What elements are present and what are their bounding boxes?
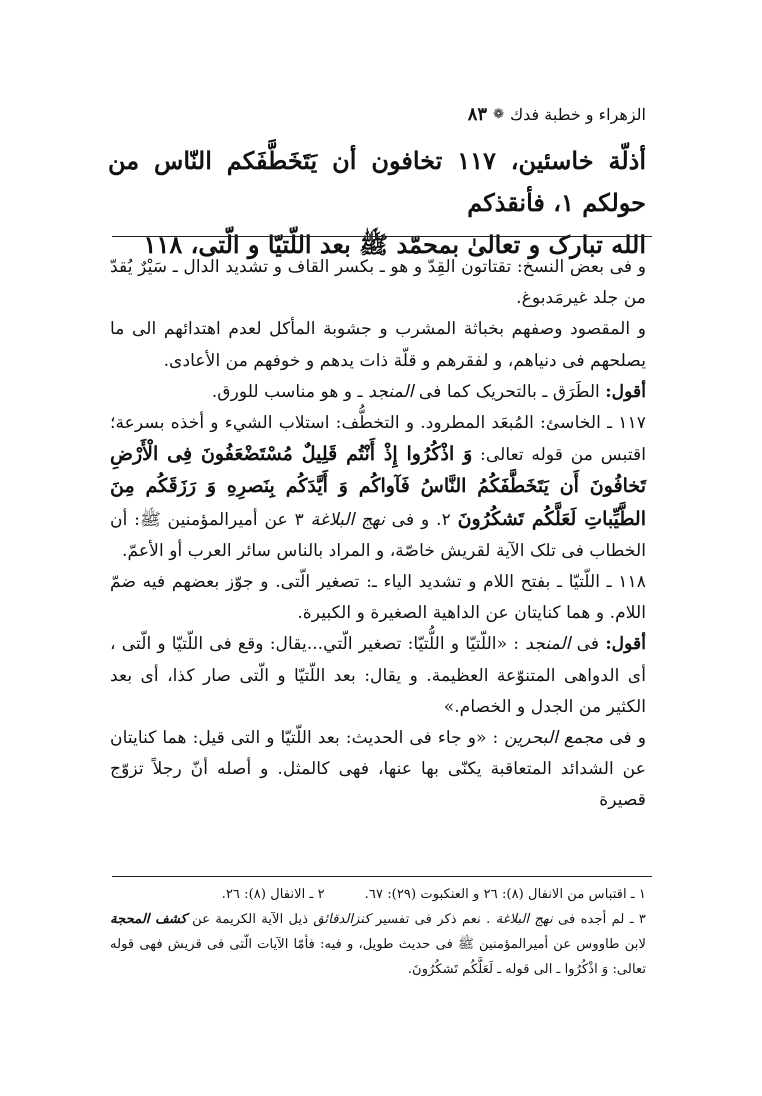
section-divider bbox=[112, 236, 652, 237]
footnote-text: . نعم ذكر فى تفسير bbox=[375, 912, 491, 927]
footnote-row bbox=[110, 882, 646, 907]
footnote-2: ٢ ـ الانفال (٨): ٢٦. bbox=[221, 887, 325, 902]
commentary-text: ٢. و فى bbox=[391, 509, 451, 530]
source-title: المنجد bbox=[525, 634, 571, 655]
source-title: نهج البلاغة bbox=[310, 509, 385, 530]
sermon-line: أذلّة خاسئين، ١١٧ تخافون أن يَتَخَطَّفَكم النّاس من حولكم ١، فأنقذكم bbox=[108, 146, 646, 217]
commentary-text: : «و جاء فى الحديث: بعد اللّتيّا و التى قيل: هما كنايتان عن الشدائد المتعاقبة يكنّى بها عنها، فهى كالمثل. و أصله أنّ رجلاً تزوّج قصيرة bbox=[110, 728, 646, 811]
commentary-text: و فى bbox=[609, 728, 646, 749]
commentary-text: الطَرَق ـ بالتحريک كما فى bbox=[418, 381, 600, 402]
source-title: المنجد bbox=[368, 381, 414, 402]
source-title: كنزالدقائق bbox=[313, 912, 371, 927]
commentary-paragraph bbox=[110, 408, 646, 567]
commentary-paragraph: ١١٨ ـ اللّتيّا ـ بفتح اللام و تشديد الياء ـ: تصغير الّتى. و جوّز بعضهم فيه ضمّ اللام. و هما كنايتان عن الداهية الصغيرة و الكبيرة. bbox=[110, 572, 646, 624]
source-title: مجمع البحرين bbox=[504, 728, 604, 749]
sermon-line: الله تبارک و تعالىٰ بمحمّد ﷺ بعد اللّتيّا و الّتى، ١١٨ bbox=[143, 230, 646, 259]
source-title: كشف المحجة bbox=[110, 912, 187, 927]
book-title: الزهراء و خطبة فدك bbox=[509, 105, 646, 124]
commentary-text: ـ و هو مناسب للورق. bbox=[211, 381, 363, 402]
commentary-paragraph: و فى بعض النسخ: تقتاتون القِدّ و هو ـ بكسر القاف و تشديد الدال ـ سَيْرٌ يُقدّ من جلد غيرمَدبوغ. bbox=[110, 257, 646, 309]
commentary-text: ٣ عن أميرالمؤمنين ﷺ: أن الخطاب فى تلک الآية لقريش خاصّة، و المراد بالناس سائر العرب أو الأعمّ. bbox=[110, 509, 646, 561]
quran-quote: وَ اذْكُرُوا إِذْ أَنْتُم قَلِيلٌ مُسْتَضْعَفُونَ فِى الْأَرْضِ تَخافُونَ أَن يَتَخَطَّفَكُمُ النَّاسُ فَآواكُم وَ أَيَّدَكُم بِنَصرِهِ وَ رَزَقَكُم مِنَ الطَّيِّباتِ لَعَلَّكُم تَشكُرُونَ bbox=[110, 443, 646, 530]
footnote-text: لابن طاووس عن أميرالمؤمنين ﷺ فى حديث طويل، و فيه: فأمّا الآيات الّتى فى قريش فهى قوله تعالى: وَ اذْكُرُوا ـ الى قوله ـ لَعَلَّكُم تَشكُرُونَ. bbox=[110, 937, 646, 977]
footnote-text: ذيل الآية الكريمة عن bbox=[192, 912, 309, 927]
ornament-icon: ❁ bbox=[493, 107, 504, 122]
footnote-divider bbox=[112, 876, 652, 877]
commentary-paragraph bbox=[110, 629, 646, 723]
footnote-1: ١ ـ اقتباس من الانفال (٨): ٢٦ و العنكبوت (٢٩): ٦٧. bbox=[364, 887, 646, 902]
note-label: أقول: bbox=[605, 381, 646, 402]
source-title: نهج البلاغة bbox=[495, 912, 553, 927]
commentary-text: فى bbox=[576, 634, 600, 655]
commentary-paragraph bbox=[110, 723, 646, 817]
commentary bbox=[110, 252, 646, 817]
sermon-text bbox=[108, 140, 646, 266]
running-header bbox=[468, 104, 646, 125]
footnotes bbox=[110, 882, 646, 982]
note-label: أقول: bbox=[605, 634, 647, 655]
commentary-paragraph: و المقصود وصفهم بخباثة المشرب و جشوبة المأكل لعدم اهتدائهم الى ما يصلحهم فى دنياهم، و لفقرهم و قلّة ذات يدهم و خوفهم من الأعادى. bbox=[110, 319, 646, 371]
footnote-text: ٣ ـ لم أجده فى bbox=[558, 912, 646, 927]
footnote-3 bbox=[110, 907, 646, 982]
commentary-text: : «اللّتيّا و اللُّتيّا: تصغير الّتي...يقال: وقع فى اللّتيّا و الّتى ، أى الدواهى المتنوّعة العظيمة. و يقال: بعد اللّتيّا و الّتى صار كذا، أى بعد الكثير من الجدل و الخصام.» bbox=[110, 634, 646, 717]
commentary-paragraph bbox=[110, 377, 646, 408]
commentary-text: ١١٧ ـ الخاسئ: المُبعَد المطرود. و التخطُّف: استلاب الشيء و أخذه بسرعة؛ اقتبس من قوله تعالى: bbox=[110, 413, 646, 466]
page-number: ٨٣ bbox=[467, 104, 488, 125]
